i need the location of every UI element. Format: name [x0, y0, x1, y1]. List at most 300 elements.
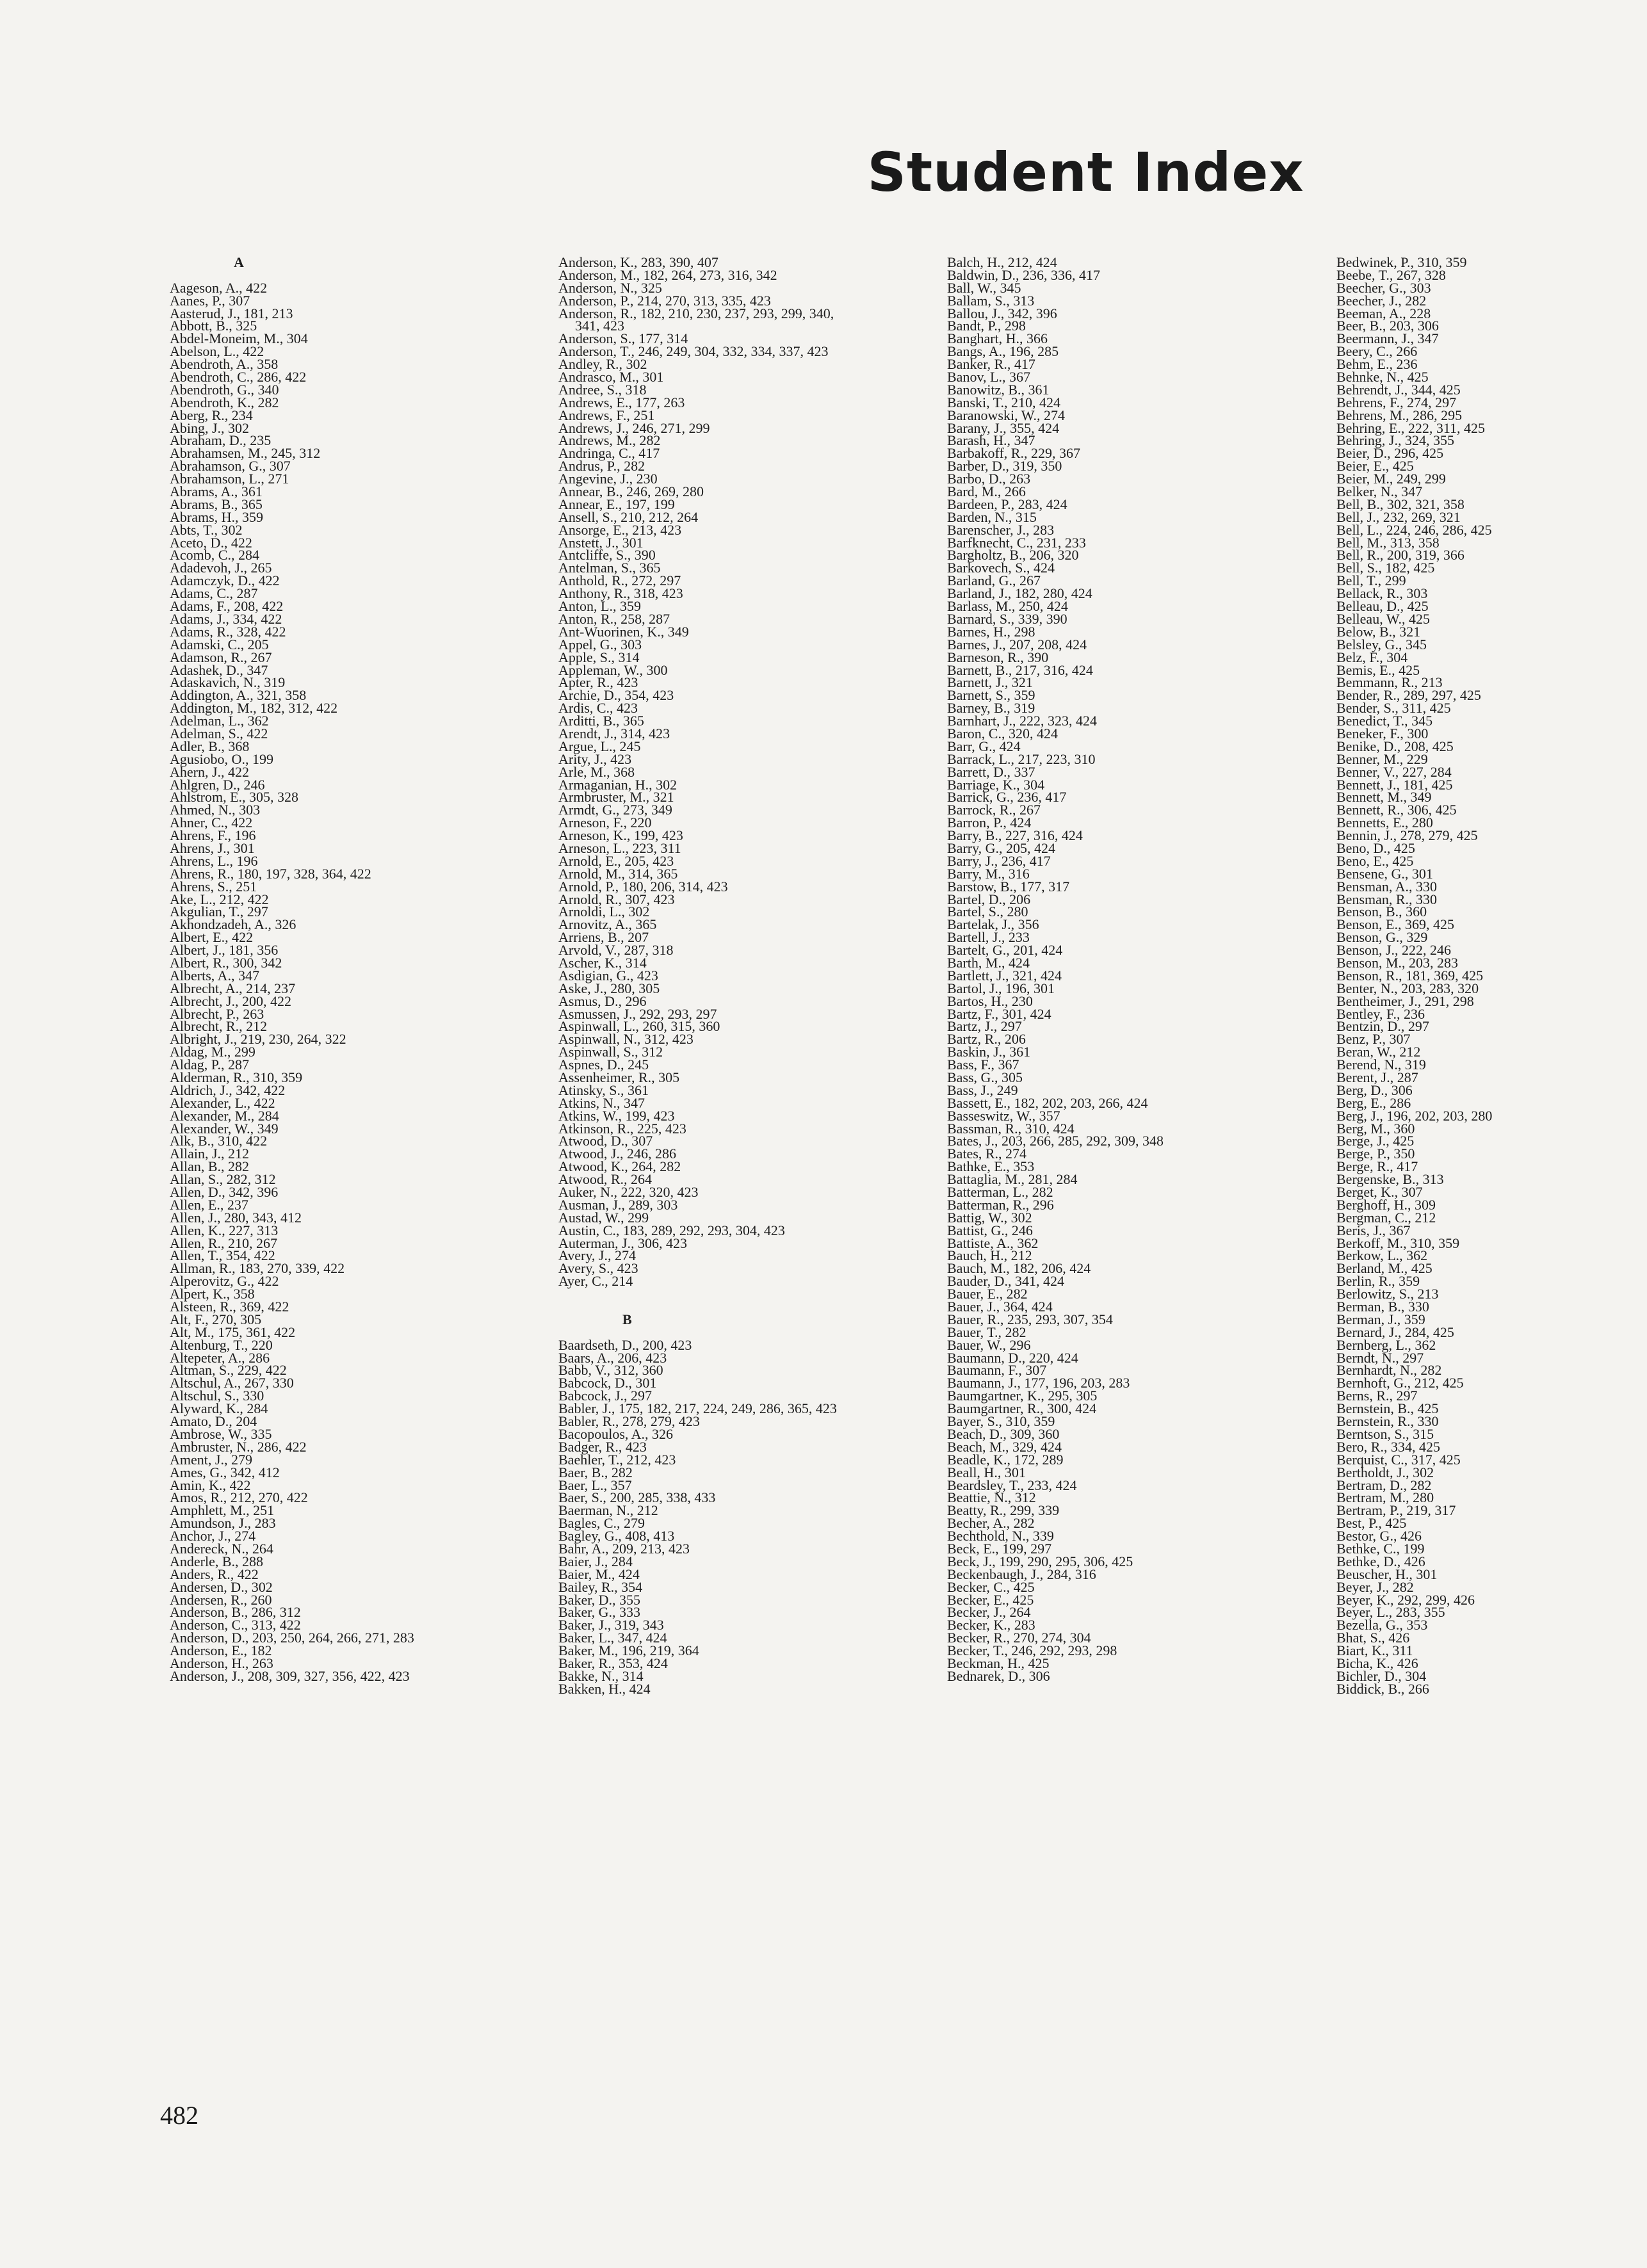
- page-number: 482: [160, 2101, 199, 2130]
- index-entry: Bartz, R., 206: [947, 1031, 1026, 1048]
- index-entry: Batterman, L., 282: [947, 1184, 1053, 1201]
- index-entry: Armaganian, H., 302: [558, 776, 677, 793]
- index-entry: Ames, G., 342, 412: [170, 1464, 280, 1480]
- index-entry: Belleau, W., 425: [1336, 610, 1431, 627]
- index-entry: Barlass, M., 250, 424: [947, 598, 1068, 615]
- index-entry: Baerman, N., 212: [558, 1502, 658, 1519]
- index-entry: Bates, R., 274: [947, 1146, 1027, 1162]
- index-entry: Barron, P., 424: [947, 814, 1032, 831]
- index-entry: Berget, K., 307: [1336, 1184, 1423, 1201]
- index-entry: Albrecht, J., 200, 422: [170, 992, 292, 1009]
- index-entry: Balch, H., 212, 424: [947, 254, 1057, 270]
- index-entry: Andersen, R., 260: [170, 1591, 272, 1608]
- index-entry: Alt, M., 175, 361, 422: [170, 1324, 296, 1340]
- index-entry: Becher, A., 282: [947, 1515, 1035, 1532]
- index-entry: Arle, M., 368: [558, 763, 635, 780]
- index-entry: Bagley, G., 408, 413: [558, 1528, 675, 1544]
- index-entry: Atkinson, R., 225, 423: [558, 1120, 686, 1137]
- index-entry: Baer, B., 282: [558, 1464, 633, 1480]
- index-entry: Bichler, D., 304: [1336, 1667, 1427, 1684]
- index-entry: Battaglia, M., 281, 284: [947, 1171, 1078, 1188]
- index-entry: Becker, J., 264: [947, 1604, 1031, 1621]
- index-entry: Aberg, R., 234: [170, 407, 253, 423]
- index-entry: Allen, K., 227, 313: [170, 1222, 279, 1238]
- index-entry: Argue, L., 245: [558, 738, 641, 754]
- index-entry: Bauer, W., 296: [947, 1336, 1031, 1353]
- index-entry: Barnes, H., 298: [947, 623, 1035, 640]
- index-entry: Bernberg, L., 362: [1336, 1336, 1436, 1353]
- index-entry: Berquist, C., 317, 425: [1336, 1451, 1461, 1468]
- index-entry: Arnovitz, A., 365: [558, 916, 657, 933]
- index-entry: Barry, G., 205, 424: [947, 839, 1056, 856]
- index-entry: Bartz, J., 297: [947, 1018, 1022, 1035]
- section-letter: A: [234, 254, 244, 270]
- index-entry: Belker, N., 347: [1336, 483, 1423, 500]
- index-entry: Atwood, D., 307: [558, 1133, 653, 1149]
- index-entry: Allan, S., 282, 312: [170, 1171, 276, 1188]
- index-entry: Anstett, J., 301: [558, 534, 644, 551]
- index-entry: Anthold, R., 272, 297: [558, 572, 681, 589]
- index-entry: Alk, B., 310, 422: [170, 1133, 268, 1149]
- spacer: [558, 1300, 837, 1313]
- index-entry: Biart, K., 311: [1336, 1642, 1413, 1659]
- index-entry: Baer, L., 357: [558, 1477, 632, 1493]
- index-entry: Baker, R., 353, 424: [558, 1655, 668, 1671]
- index-entry: Beno, D., 425: [1336, 839, 1415, 856]
- index-entry: Babler, J., 175, 182, 217, 224, 249, 286, 365, 423: [558, 1400, 837, 1417]
- index-entry: Bangs, A., 196, 285: [947, 343, 1059, 360]
- index-entry: Aceto, D., 422: [170, 534, 252, 551]
- index-entry: Aske, J., 280, 305: [558, 980, 660, 996]
- index-entry: Abrahamsen, M., 245, 312: [170, 445, 321, 462]
- index-entry: Alberts, A., 347: [170, 967, 259, 984]
- index-entry: Bakken, H., 424: [558, 1680, 651, 1697]
- index-entry: Ausman, J., 289, 303: [558, 1196, 678, 1213]
- index-entry: Bass, G., 305: [947, 1069, 1023, 1085]
- index-entry: Arnold, R., 307, 423: [558, 891, 675, 907]
- index-entry: Benz, P., 307: [1336, 1031, 1411, 1048]
- index-entry: Battist, G., 246: [947, 1222, 1033, 1238]
- index-entry: Ascher, K., 314: [558, 954, 647, 971]
- index-entry: Aldrich, J., 342, 422: [170, 1081, 286, 1098]
- index-entry: Bensman, A., 330: [1336, 878, 1438, 895]
- index-entry: Bartos, H., 230: [947, 992, 1033, 1009]
- index-entry: Anderson, M., 182, 264, 273, 316, 342: [558, 266, 777, 283]
- index-entry: Benner, M., 229: [1336, 750, 1428, 767]
- index-entry: Bartlett, J., 321, 424: [947, 967, 1062, 984]
- index-entry: Bernstein, R., 330: [1336, 1413, 1439, 1430]
- index-entry: Berge, P., 350: [1336, 1146, 1415, 1162]
- index-entry: Abing, J., 302: [170, 419, 250, 436]
- index-entry: Anders, R., 422: [170, 1566, 259, 1582]
- index-entry: Adams, J., 334, 422: [170, 610, 282, 627]
- index-entry: Atwood, R., 264: [558, 1171, 653, 1188]
- index-entry: Acomb, C., 284: [170, 547, 259, 563]
- index-entry: Arriens, B., 207: [558, 929, 649, 946]
- index-entry: Bauer, E., 282: [947, 1286, 1028, 1302]
- index-entry: Barth, M., 424: [947, 954, 1030, 971]
- index-entry: Abendroth, K., 282: [170, 394, 279, 410]
- index-entry: Addington, A., 321, 358: [170, 687, 307, 704]
- index-entry: Beall, H., 301: [947, 1464, 1026, 1480]
- index-entry: Arnold, E., 205, 423: [558, 852, 674, 869]
- index-entry: Barnett, S., 359: [947, 687, 1035, 704]
- index-entry: Bennett, J., 181, 425: [1336, 776, 1453, 793]
- index-entry: Benner, V., 227, 284: [1336, 763, 1452, 780]
- index-entry: Barber, D., 319, 350: [947, 458, 1062, 474]
- index-entry: Abelson, L., 422: [170, 343, 264, 360]
- index-entry: Barriage, K., 304: [947, 776, 1045, 793]
- index-entry: Aldag, M., 299: [170, 1044, 256, 1060]
- index-entry: Amos, R., 212, 270, 422: [170, 1489, 308, 1506]
- index-entry: Anderson, N., 325: [558, 279, 662, 296]
- index-entry: Becker, C., 425: [947, 1578, 1035, 1595]
- index-entry: Banski, T., 210, 424: [947, 394, 1061, 410]
- index-entry: Beier, D., 296, 425: [1336, 445, 1444, 462]
- index-entry: Barr, G., 424: [947, 738, 1021, 754]
- index-entry: Adelman, L., 362: [170, 713, 269, 729]
- index-entry: Alexander, L., 422: [170, 1094, 275, 1111]
- index-entry: Anderson, S., 177, 314: [558, 330, 688, 347]
- index-entry: Baehler, T., 212, 423: [558, 1451, 676, 1468]
- index-entry: Baer, S., 200, 285, 338, 433: [558, 1489, 716, 1506]
- index-entry: Bartel, S., 280: [947, 903, 1028, 920]
- index-entry: Beyer, J., 282: [1336, 1578, 1414, 1595]
- index-entry: Alexander, M., 284: [170, 1107, 279, 1124]
- index-entry: Babler, R., 278, 279, 423: [558, 1413, 700, 1430]
- index-entry: Bartz, F., 301, 424: [947, 1005, 1051, 1022]
- index-entry: Ahmed, N., 303: [170, 802, 261, 818]
- index-entry: Atinsky, S., 361: [558, 1081, 649, 1098]
- index-entry: Amphlett, M., 251: [170, 1502, 275, 1519]
- index-entry: Alexander, W., 349: [170, 1120, 279, 1137]
- index-entry: Bernstein, B., 425: [1336, 1400, 1439, 1417]
- index-entry: Bailey, R., 354: [558, 1578, 643, 1595]
- index-entry: Abbott, B., 325: [170, 318, 257, 334]
- index-entry: Berg, J., 196, 202, 203, 280: [1336, 1107, 1493, 1124]
- index-entry: Bernhoft, G., 212, 425: [1336, 1375, 1464, 1391]
- index-entry: Bard, M., 266: [947, 483, 1026, 500]
- index-entry: Baker, D., 355: [558, 1591, 641, 1608]
- index-entry: Bass, J., 249: [947, 1081, 1018, 1098]
- index-entry: Bertram, M., 280: [1336, 1489, 1434, 1506]
- index-entry: Behrens, M., 286, 295: [1336, 407, 1463, 423]
- index-entry: Bacopoulos, A., 326: [558, 1425, 674, 1442]
- index-entry: Alyward, K., 284: [170, 1400, 268, 1417]
- index-entry: Bechthold, N., 339: [947, 1528, 1054, 1544]
- index-entry: Baumgartner, K., 295, 305: [947, 1388, 1098, 1404]
- index-entry: Anderson, E., 182: [170, 1642, 272, 1659]
- index-entry: Barnes, J., 207, 208, 424: [947, 636, 1087, 652]
- index-entry: Albright, J., 219, 230, 264, 322: [170, 1031, 346, 1048]
- index-entry: Apter, R., 423: [558, 674, 638, 691]
- index-entry: Beecher, G., 303: [1336, 279, 1431, 296]
- index-entry: Altenburg, T., 220: [170, 1336, 273, 1353]
- index-entry: Adamski, C., 205: [170, 636, 269, 652]
- index-entry: Bennetts, E., 280: [1336, 814, 1433, 831]
- index-entry: Arnoldi, L., 302: [558, 903, 650, 920]
- index-entry: Aanes, P., 307: [170, 292, 250, 309]
- index-entry: Andrews, J., 246, 271, 299: [558, 419, 710, 436]
- index-entry: Belleau, D., 425: [1336, 598, 1429, 615]
- index-entry: Bauer, R., 235, 293, 307, 354: [947, 1311, 1113, 1327]
- index-entry: Bauer, J., 364, 424: [947, 1299, 1053, 1315]
- index-entry: Bell, T., 299: [1336, 572, 1406, 589]
- index-entry: Aspnes, D., 245: [558, 1057, 649, 1073]
- index-entry: Baker, M., 196, 219, 364: [558, 1642, 699, 1659]
- index-entry: Andrus, P., 282: [558, 458, 645, 474]
- index-entry: Barrick, G., 236, 417: [947, 789, 1067, 806]
- index-entry: Assenheimer, R., 305: [558, 1069, 680, 1085]
- index-entry: Abendroth, G., 340: [170, 381, 279, 398]
- index-entry: Andrews, F., 251: [558, 407, 655, 423]
- index-entry: Behnke, N., 425: [1336, 369, 1429, 385]
- index-entry: Bertram, P., 219, 317: [1336, 1502, 1456, 1519]
- index-entry: Andereck, N., 264: [170, 1540, 273, 1557]
- index-entry: Beier, E., 425: [1336, 458, 1414, 474]
- index-entry: Aspinwall, L., 260, 315, 360: [558, 1018, 720, 1035]
- index-entry: Abrams, B., 365: [170, 496, 263, 512]
- index-entry: Barkovech, S., 424: [947, 560, 1055, 576]
- index-entry: Benson, E., 369, 425: [1336, 916, 1454, 933]
- index-entry: Benson, G., 329: [1336, 929, 1428, 946]
- index-entry: Andringa, C., 417: [558, 445, 660, 462]
- index-entry: Arneson, L., 223, 311: [558, 839, 681, 856]
- index-entry: Anthony, R., 318, 423: [558, 585, 683, 602]
- index-entry: Annear, E., 197, 199: [558, 496, 675, 512]
- index-entry: Baier, M., 424: [558, 1566, 640, 1582]
- index-entry: Ballam, S., 313: [947, 292, 1035, 309]
- index-entry: Belsley, G., 345: [1336, 636, 1427, 652]
- index-entry: Beermann, J., 347: [1336, 330, 1439, 347]
- index-entry: Anton, L., 359: [558, 598, 641, 615]
- index-entry: Bemis, E., 425: [1336, 661, 1420, 678]
- index-entry: Behrens, F., 274, 297: [1336, 394, 1457, 410]
- index-entry: Bass, F., 367: [947, 1057, 1019, 1073]
- index-entry: Behm, E., 236: [1336, 356, 1418, 373]
- index-entry: Banker, R., 417: [947, 356, 1035, 373]
- index-entry: Atwood, K., 264, 282: [558, 1158, 681, 1175]
- index-entry: Barbo, D., 263: [947, 471, 1031, 487]
- index-entry: Beeman, A., 228: [1336, 305, 1431, 321]
- index-entry: Abrahamson, L., 271: [170, 471, 289, 487]
- index-entry: Bartol, J., 196, 301: [947, 980, 1055, 996]
- index-entry: Ansell, S., 210, 212, 264: [558, 508, 699, 525]
- index-entry: Akgulian, T., 297: [170, 903, 268, 920]
- index-entry: Berlin, R., 359: [1336, 1273, 1420, 1290]
- index-entry: Bertram, D., 282: [1336, 1477, 1432, 1493]
- index-entry: Bergenske, B., 313: [1336, 1171, 1444, 1188]
- index-entry: Alperovitz, G., 422: [170, 1273, 279, 1290]
- index-entry: Anderson, P., 214, 270, 313, 335, 423: [558, 292, 771, 309]
- index-entry: Aageson, A., 422: [170, 279, 268, 296]
- index-entry: Bauch, H., 212: [947, 1247, 1032, 1264]
- index-entry: Asdigian, G., 423: [558, 967, 658, 984]
- index-entry: Beery, C., 266: [1336, 343, 1418, 360]
- index-entry: Aspinwall, N., 312, 423: [558, 1031, 694, 1048]
- index-entry: Amundson, J., 283: [170, 1515, 276, 1532]
- index-entry: Ardis, C., 423: [558, 700, 638, 717]
- index-entry: Austin, C., 183, 289, 292, 293, 304, 423: [558, 1222, 785, 1238]
- index-entry: Aspinwall, S., 312: [558, 1044, 663, 1060]
- index-entry: Abdel-Moneim, M., 304: [170, 330, 308, 347]
- index-entry: Avery, S., 423: [558, 1260, 638, 1277]
- index-entry: Barneson, R., 390: [947, 649, 1049, 665]
- index-entry: Arneson, F., 220: [558, 814, 652, 831]
- index-entry: Armdt, G., 273, 349: [558, 802, 672, 818]
- index-entry: Ahrens, S., 251: [170, 878, 257, 895]
- index-entry: Best, P., 425: [1336, 1515, 1407, 1532]
- index-entry: Berg, D., 306: [1336, 1081, 1413, 1098]
- index-entry: Adams, R., 328, 422: [170, 623, 286, 640]
- index-entry: Bell, J., 232, 269, 321: [1336, 508, 1461, 525]
- index-entry: Bednarek, D., 306: [947, 1667, 1050, 1684]
- index-entry: Bartelak, J., 356: [947, 916, 1039, 933]
- index-entry: Allain, J., 212: [170, 1146, 250, 1162]
- index-entry: Andrews, M., 282: [558, 432, 661, 449]
- index-entry: Ahrens, F., 196: [170, 827, 256, 844]
- index-entry: Battig, W., 302: [947, 1209, 1032, 1226]
- index-entry: Ambruster, N., 286, 422: [170, 1438, 307, 1455]
- index-entry: Banowitz, B., 361: [947, 381, 1050, 398]
- index-entry: Andree, S., 318: [558, 381, 647, 398]
- index-entry: Alsteen, R., 369, 422: [170, 1299, 289, 1315]
- index-entry: Benedict, T., 345: [1336, 713, 1433, 729]
- index-entry: Anderson, C., 313, 422: [170, 1617, 301, 1633]
- index-entry: Bennin, J., 278, 279, 425: [1336, 827, 1478, 844]
- index-entry: Bell, M., 313, 358: [1336, 534, 1440, 551]
- index-entry: Berns, R., 297: [1336, 1388, 1418, 1404]
- index-entry: Bennett, M., 349: [1336, 789, 1432, 806]
- index-entry: Agusiobo, O., 199: [170, 750, 273, 767]
- index-entry: Baars, A., 206, 423: [558, 1349, 667, 1366]
- index-entry: Badger, R., 423: [558, 1438, 647, 1455]
- index-entry: Berndt, N., 297: [1336, 1349, 1424, 1366]
- index-entry: Bell, L., 224, 246, 286, 425: [1336, 521, 1492, 538]
- index-entry: Bero, R., 334, 425: [1336, 1438, 1440, 1455]
- index-entry: Berge, R., 417: [1336, 1158, 1418, 1175]
- index-entry: Arditti, B., 365: [558, 713, 644, 729]
- index-entry: Bauch, M., 182, 206, 424: [947, 1260, 1091, 1277]
- index-entry: Albert, E., 422: [170, 929, 254, 946]
- index-entry: Apple, S., 314: [558, 649, 640, 665]
- index-entry: Barstow, B., 177, 317: [947, 878, 1070, 895]
- index-entry: Barnett, J., 321: [947, 674, 1033, 691]
- index-entry: Antcliffe, S., 390: [558, 547, 656, 563]
- index-entry: Bathke, E., 353: [947, 1158, 1035, 1175]
- index-entry: Beris, J., 367: [1336, 1222, 1411, 1238]
- index-entry: Altschul, A., 267, 330: [170, 1375, 294, 1391]
- index-entry: Ballou, J., 342, 396: [947, 305, 1057, 321]
- index-entry: Bauder, D., 341, 424: [947, 1273, 1065, 1290]
- index-entry: Ball, W., 345: [947, 279, 1021, 296]
- index-entry: Bakke, N., 314: [558, 1667, 644, 1684]
- index-entry: Basseswitz, W., 357: [947, 1107, 1060, 1124]
- index-entry: Abraham, D., 235: [170, 432, 272, 449]
- index-entry: Bates, J., 203, 266, 285, 292, 309, 348: [947, 1133, 1164, 1149]
- index-entry: Anchor, J., 274: [170, 1528, 256, 1544]
- index-entry: Beran, W., 212: [1336, 1044, 1421, 1060]
- index-entry: Baumann, J., 177, 196, 203, 283: [947, 1375, 1130, 1391]
- index-entry: Bezella, G., 353: [1336, 1617, 1428, 1633]
- index-entry: Berman, B., 330: [1336, 1299, 1429, 1315]
- index-entry: Armbruster, M., 321: [558, 789, 674, 806]
- index-entry: Beck, J., 199, 290, 295, 306, 425: [947, 1553, 1133, 1569]
- index-entry: Bell, S., 182, 425: [1336, 560, 1435, 576]
- index-entry: Arnold, M., 314, 365: [558, 865, 678, 882]
- index-entry: Baumgartner, R., 300, 424: [947, 1400, 1097, 1417]
- index-entry: Amato, D., 204: [170, 1413, 257, 1430]
- index-entry: Allen, T., 354, 422: [170, 1247, 275, 1264]
- index-entry: Bartelt, G., 201, 424: [947, 942, 1063, 959]
- index-entry: Becker, K., 283: [947, 1617, 1035, 1633]
- index-entry: Abendroth, C., 286, 422: [170, 369, 307, 385]
- index-entry: Berent, J., 287: [1336, 1069, 1418, 1085]
- index-entry-continuation: 341, 423: [575, 318, 624, 334]
- index-entry: Belz, F., 304: [1336, 649, 1408, 665]
- index-entry: Bethke, D., 426: [1336, 1553, 1425, 1569]
- index-entry: Ahlgren, D., 246: [170, 776, 265, 793]
- index-entry: Asmussen, J., 292, 293, 297: [558, 1005, 717, 1022]
- index-entry: Bargholtz, B., 206, 320: [947, 547, 1079, 563]
- index-entry: Babcock, J., 297: [558, 1388, 653, 1404]
- index-entry: Albrecht, A., 214, 237: [170, 980, 296, 996]
- index-entry: Beyer, K., 292, 299, 426: [1336, 1591, 1475, 1608]
- index-entry: Beebe, T., 267, 328: [1336, 266, 1446, 283]
- index-entry: Bentheimer, J., 291, 298: [1336, 992, 1474, 1009]
- index-entry: Atkins, W., 199, 423: [558, 1107, 675, 1124]
- index-entry: Ayer, C., 214: [558, 1273, 633, 1290]
- index-entry: Auker, N., 222, 320, 423: [558, 1184, 699, 1201]
- index-entry: Berman, J., 359: [1336, 1311, 1425, 1327]
- index-entry: Barenscher, J., 283: [947, 521, 1055, 538]
- index-entry: Barfknecht, C., 231, 233: [947, 534, 1086, 551]
- index-entry: Barry, B., 227, 316, 424: [947, 827, 1083, 844]
- index-entry: Adaskavich, N., 319: [170, 674, 286, 691]
- index-entry: Bhat, S., 426: [1336, 1630, 1410, 1646]
- index-entry: Babcock, D., 301: [558, 1375, 657, 1391]
- index-entry: Bemmann, R., 213: [1336, 674, 1443, 691]
- index-entry: Albert, J., 181, 356: [170, 942, 279, 959]
- index-entry: Ansorge, E., 213, 423: [558, 521, 682, 538]
- index-entry: Adamczyk, D., 422: [170, 572, 280, 589]
- index-entry: Benson, J., 222, 246: [1336, 942, 1452, 959]
- index-entry: Becker, T., 246, 292, 293, 298: [947, 1642, 1117, 1659]
- index-entry: Bensene, G., 301: [1336, 865, 1433, 882]
- index-entry: Baldwin, D., 236, 336, 417: [947, 266, 1100, 283]
- index-entry: Arvold, V., 287, 318: [558, 942, 674, 959]
- index-entry: Beattie, N., 312: [947, 1489, 1036, 1506]
- index-entry: Ament, J., 279: [170, 1451, 252, 1468]
- index-entry: Bayer, S., 310, 359: [947, 1413, 1055, 1430]
- index-entry: Barrack, L., 217, 223, 310: [947, 750, 1096, 767]
- index-column-4: [1336, 256, 1492, 1696]
- index-entry: Amin, K., 422: [170, 1477, 251, 1493]
- index-entry: Asmus, D., 296: [558, 992, 647, 1009]
- index-entry: Archie, D., 354, 423: [558, 687, 674, 704]
- index-entry: Ahner, C., 422: [170, 814, 253, 831]
- index-entry: Aasterud, J., 181, 213: [170, 305, 293, 321]
- index-column-1: [170, 256, 414, 1683]
- index-entry: Baker, G., 333: [558, 1604, 641, 1621]
- index-entry: Barrett, D., 337: [947, 763, 1035, 780]
- index-entry: Albert, R., 300, 342: [170, 954, 282, 971]
- index-entry: Beier, M., 249, 299: [1336, 471, 1446, 487]
- index-entry: Ahlstrom, E., 305, 328: [170, 789, 299, 806]
- index-entry: Baker, J., 319, 343: [558, 1617, 664, 1633]
- index-entry: Baskin, J., 361: [947, 1044, 1031, 1060]
- index-entry: Bentley, F., 236: [1336, 1005, 1425, 1022]
